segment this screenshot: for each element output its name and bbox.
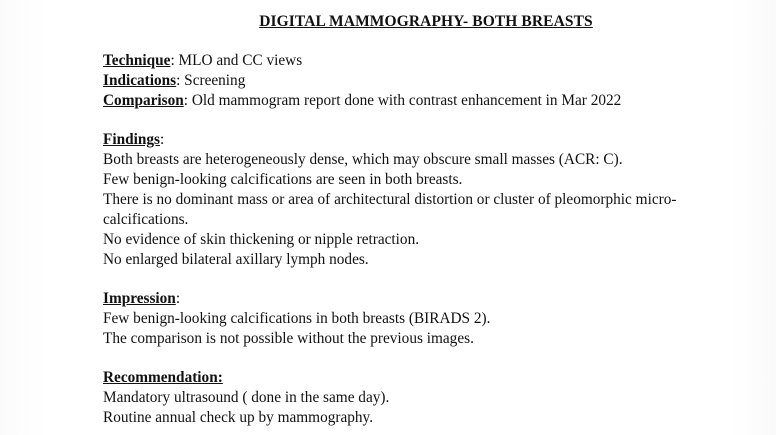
comparison-value: : Old mammogram report done with contrast enhancement in Mar 2022 (183, 92, 622, 109)
impression-label: Impression (103, 290, 176, 307)
findings-label: Findings (103, 131, 160, 148)
recommendation-line: Routine annual check up by mammography. (103, 409, 374, 426)
impression-heading (103, 289, 763, 309)
findings-line: calcifications. (103, 211, 189, 228)
section-gap (103, 349, 763, 368)
recommendation-label: Recommendation: (103, 369, 223, 386)
comparison-label: Comparison (103, 92, 184, 109)
technique-line (103, 51, 763, 71)
section-gap (103, 270, 763, 289)
impression-line: The comparison is not possible without the previous images. (103, 330, 474, 347)
recommendation-heading (103, 368, 763, 388)
technique-label: Technique (103, 52, 171, 69)
findings-heading (103, 130, 763, 150)
indications-line (103, 71, 763, 91)
findings-line: No evidence of skin thickening or nipple retraction. (103, 231, 420, 248)
indications-value: : Screening (176, 72, 246, 89)
findings-colon: : (159, 131, 165, 148)
impression-line: Few benign-looking calcifications in both breasts (BIRADS 2). (103, 310, 491, 327)
findings-line: Both breasts are heterogeneously dense, which may obscure small masses (ACR: C). (103, 151, 623, 168)
indications-label: Indications (103, 72, 177, 89)
report-body (103, 51, 763, 428)
findings-line: No enlarged bilateral axillary lymph nodes. (103, 251, 369, 268)
impression-colon: : (175, 290, 181, 307)
findings-line: Few benign-looking calcifications are seen in both breasts. (103, 171, 463, 188)
section-gap (103, 111, 763, 130)
recommendation-line: Mandatory ultrasound ( done in the same day). (103, 389, 390, 406)
comparison-line (103, 91, 763, 111)
technique-value: : MLO and CC views (170, 52, 303, 69)
report-title: DIGITAL MAMMOGRAPHY- BOTH BREASTS (259, 13, 593, 30)
findings-line: There is no dominant mass or area of architectural distortion or cluster of pleomorphic micro- (103, 191, 677, 208)
